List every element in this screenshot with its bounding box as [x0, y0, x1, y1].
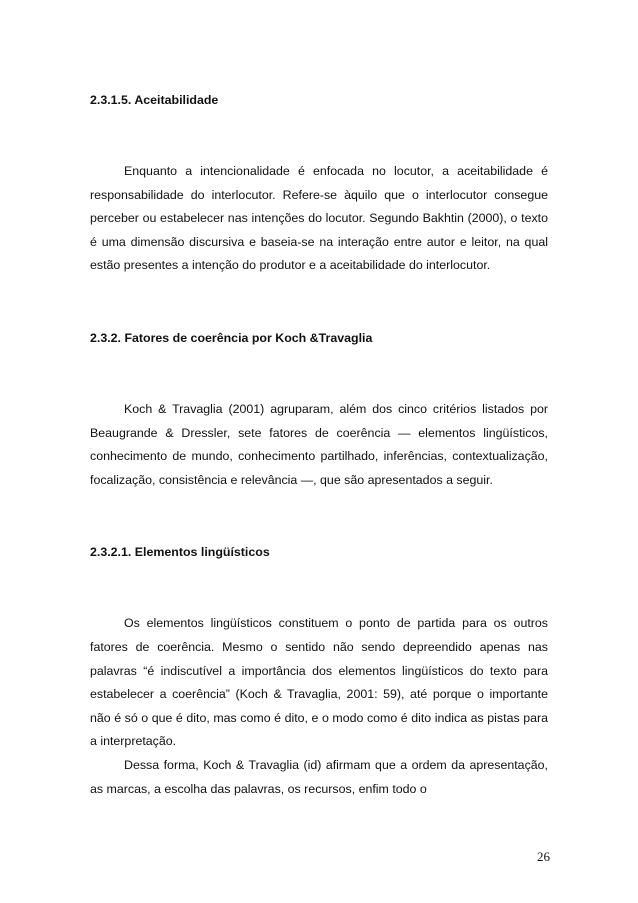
- paragraph-fatores-de-coerencia: Koch & Travaglia (2001) agruparam, além dos cinco critérios listados por Beaugrande & Dressler, sete fatores de coerência — elementos lingüísticos, conhecimento de mundo, conhecimento partilhado, inferências, contextualização, focalização, consistência e relevância —, que são apresentados a seguir.: [90, 401, 548, 487]
- section-heading-elementos-linguisticos: 2.3.2.1. Elementos lingüísticos: [90, 545, 270, 560]
- paragraph-aceitabilidade: Enquanto a intencionalidade é enfocada no locutor, a aceitabilidade é responsabilidade do interlocutor. Refere-se àquilo que o interlocutor consegue perceber ou estabelecer nas intenções do locutor. Segundo Bakhtin (2000), o texto é uma dimensão discursiva e baseia-se na interação entre autor e leitor, na qual estão presentes a intenção do produtor e a aceitabilidade do interlocutor.: [90, 164, 548, 273]
- section-heading-aceitabilidade: 2.3.1.5. Aceitabilidade: [90, 93, 219, 107]
- paragraph-elementos-linguisticos: Os elementos lingüísticos constituem o ponto de partida para os outros fatores de coerência. Mesmo o sentido não sendo depreendido apenas nas palavras “é indiscutível a importância dos elementos lingüísticos do texto para estabelecer a coerência” (Koch & Travaglia, 2001: 59), até porque o importante não é só o que é dito, mas como é dito, e o modo como é dito indica as pistas para a interpretação.: [90, 616, 548, 749]
- section-heading-fatores-de-coerencia: 2.3.2. Fatores de coerência por Koch &Travaglia: [90, 330, 373, 345]
- page-number: 26: [537, 849, 550, 864]
- paragraph-dessa-forma: Dessa forma, Koch & Travaglia (id) afirmam que a ordem da apresentação, as marcas, a escolha das palavras, os recursos, enfim todo o: [90, 757, 548, 796]
- page-content: [90, 88, 548, 801]
